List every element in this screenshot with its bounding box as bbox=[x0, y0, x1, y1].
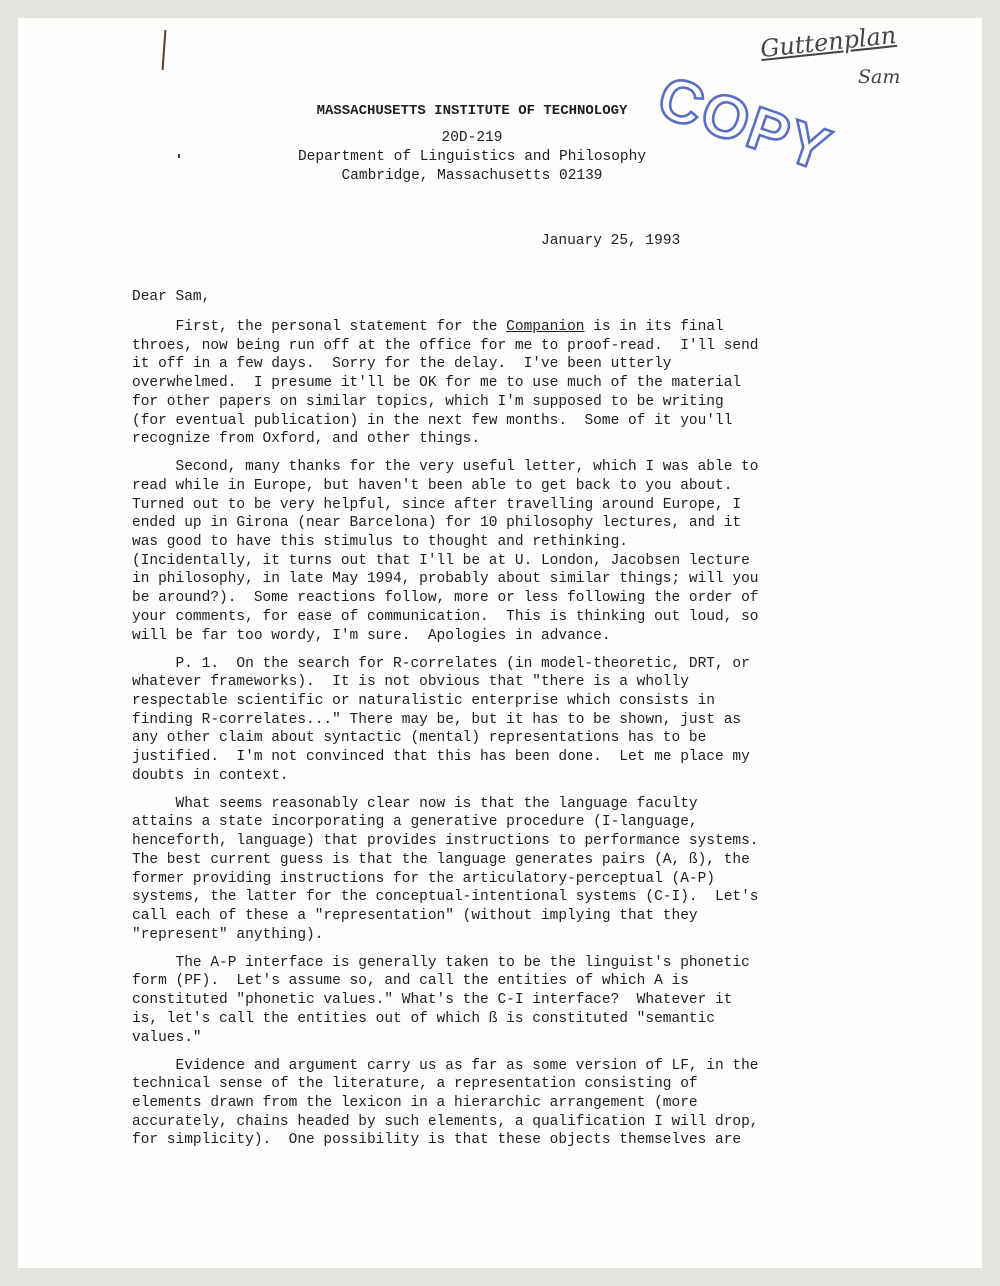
text-line: was good to have this stimulus to thought and rethinking. bbox=[132, 534, 628, 551]
text-line: will be far too wordy, I'm sure. Apologies in advance. bbox=[132, 627, 611, 644]
salutation: Dear Sam, bbox=[132, 289, 211, 305]
paragraph bbox=[132, 954, 832, 1048]
text-line: in philosophy, in late May 1994, probably about similar things; will you bbox=[132, 571, 759, 588]
text-line: P. 1. On the search for R-correlates (in model-theoretic, DRT, or bbox=[132, 655, 750, 672]
text-line: Evidence and argument carry us as far as some version of LF, in the bbox=[132, 1057, 759, 1074]
text-line: justified. I'm not convinced that this has been done. Let me place my bbox=[132, 749, 750, 766]
text-line: for other papers on similar topics, which I'm supposed to be writing bbox=[132, 393, 724, 410]
text-line: technical sense of the literature, a representation consisting of bbox=[132, 1076, 698, 1093]
letterhead-city: Cambridge, Massachusetts 02139 bbox=[341, 168, 603, 184]
paragraph bbox=[132, 655, 832, 786]
letter-body bbox=[132, 318, 832, 1159]
text-line: respectable scientific or naturalistic enterprise which consists in bbox=[132, 692, 715, 709]
letter-date: January 25, 1993 bbox=[541, 233, 681, 249]
handwritten-name: Guttenplan bbox=[758, 20, 898, 64]
text-line: is, let's call the entities out of which ß is constituted "semantic bbox=[132, 1010, 715, 1027]
text-line: "represent" anything). bbox=[132, 926, 324, 943]
handwritten-first-name: Sam bbox=[858, 66, 901, 88]
paragraph bbox=[132, 1057, 832, 1151]
text-line: Turned out to be very helpful, since after travelling around Europe, I bbox=[132, 496, 742, 513]
text-line: systems, the latter for the conceptual-intentional systems (C-I). Let's bbox=[132, 889, 759, 906]
text-line: former providing instructions for the articulatory-perceptual (A-P) bbox=[132, 870, 715, 887]
text-line: read while in Europe, but haven't been able to get back to you about. bbox=[132, 477, 733, 494]
text-line: call each of these a "representation" (without implying that they bbox=[132, 907, 698, 924]
paragraph bbox=[132, 795, 832, 945]
text-line: finding R-correlates..." There may be, but it has to be shown, just as bbox=[132, 711, 742, 728]
text-line: any other claim about syntactic (mental) representations has to be bbox=[132, 730, 707, 747]
companion-title: Companion bbox=[506, 319, 585, 335]
text-line: doubts in context. bbox=[132, 767, 289, 784]
text-line: attains a state incorporating a generative procedure (I-language, bbox=[132, 814, 698, 831]
paragraph bbox=[132, 318, 832, 449]
text-line: your comments, for ease of communication. This is thinking out loud, so bbox=[132, 608, 759, 625]
text-line: (for eventual publication) in the next few months. Some of it you'll bbox=[132, 412, 733, 429]
text-line: First, the personal statement for the Companion is in its final bbox=[132, 319, 724, 335]
text-line: Second, many thanks for the very useful letter, which I was able to bbox=[132, 459, 759, 476]
text-line: What seems reasonably clear now is that the language faculty bbox=[132, 795, 698, 812]
text-line: The A-P interface is generally taken to be the linguist's phonetic bbox=[132, 954, 750, 971]
text-line: values." bbox=[132, 1029, 202, 1046]
text-line: form (PF). Let's assume so, and call the entities of which A is bbox=[132, 973, 689, 990]
text-line: it off in a few days. Sorry for the delay. I've been utterly bbox=[132, 356, 672, 373]
text-line: accurately, chains headed by such elements, a qualification I will drop, bbox=[132, 1113, 759, 1130]
text-line: ended up in Girona (near Barcelona) for 10 philosophy lectures, and it bbox=[132, 515, 742, 532]
letterhead-room: 20D-219 bbox=[441, 130, 503, 146]
letterhead-institution: MASSACHUSETTS INSTITUTE OF TECHNOLOGY bbox=[316, 103, 628, 119]
letterhead-department: Department of Linguistics and Philosophy bbox=[297, 149, 647, 165]
text-line: whatever frameworks). It is not obvious that "there is a wholly bbox=[132, 674, 689, 691]
text-line: overwhelmed. I presume it'll be OK for me to use much of the material bbox=[132, 375, 742, 392]
text-line: henceforth, language) that provides instructions to performance systems. bbox=[132, 833, 759, 850]
text-line: (Incidentally, it turns out that I'll be at U. London, Jacobsen lecture bbox=[132, 552, 750, 569]
text-line: throes, now being run off at the office for me to proof-read. I'll send bbox=[132, 337, 759, 354]
copy-stamp-text: COPY bbox=[649, 62, 841, 185]
paragraph bbox=[132, 458, 832, 645]
text-line: constituted "phonetic values." What's the C-I interface? Whatever it bbox=[132, 992, 733, 1009]
text-line: be around?). Some reactions follow, more or less following the order of bbox=[132, 590, 759, 607]
text-line: for simplicity). One possibility is that these objects themselves are bbox=[132, 1132, 742, 1149]
text-line: The best current guess is that the language generates pairs (A, ß), the bbox=[132, 851, 750, 868]
text-line: elements drawn from the lexicon in a hierarchic arrangement (more bbox=[132, 1094, 698, 1111]
text-line: recognize from Oxford, and other things. bbox=[132, 431, 481, 448]
